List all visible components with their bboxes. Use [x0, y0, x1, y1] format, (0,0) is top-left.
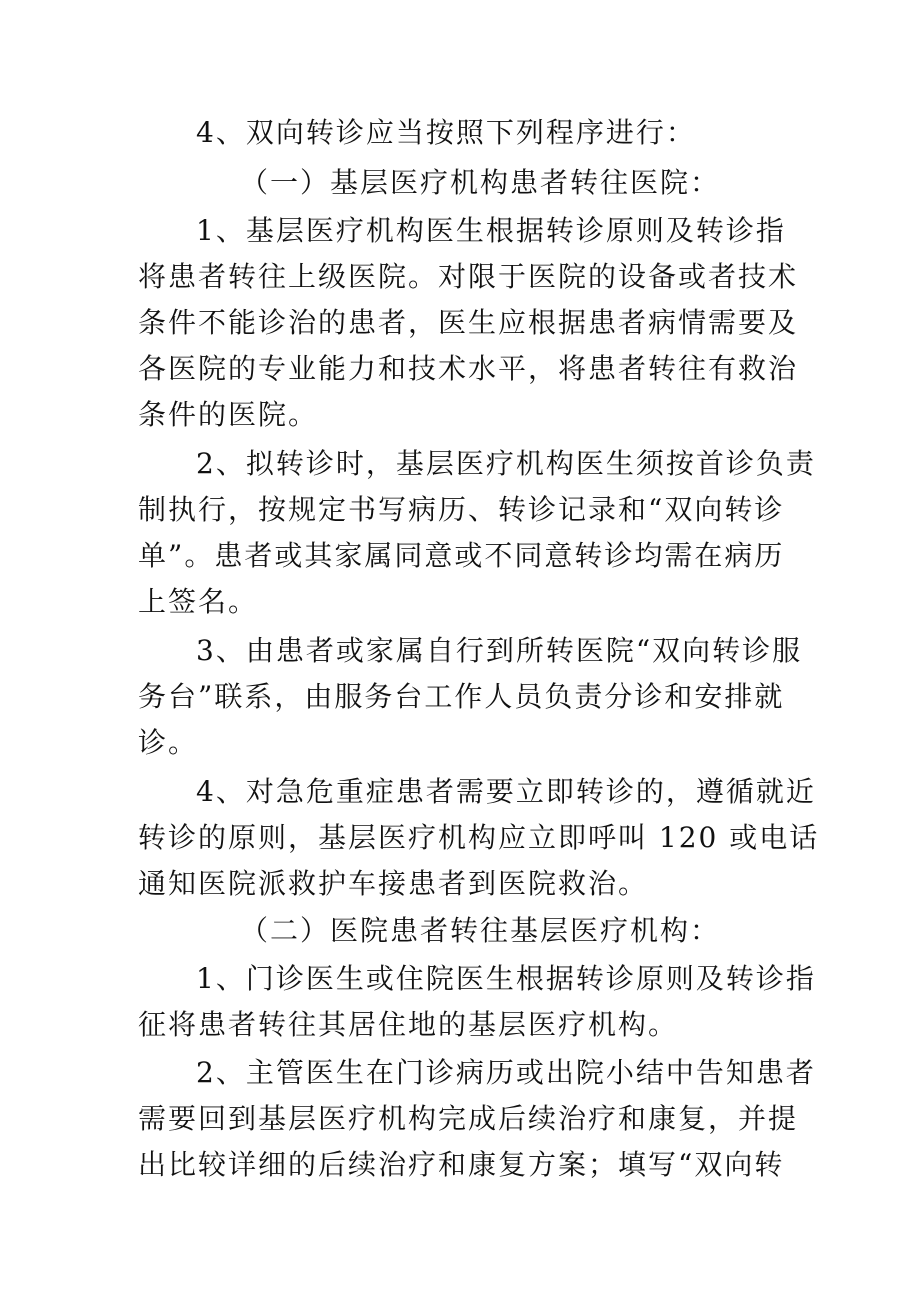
text-line: 诊。 — [138, 726, 199, 759]
text-line: 制执行，按规定书写病历、转诊记录和“双向转诊 — [138, 493, 785, 526]
text-line: 需要回到基层医疗机构完成后续治疗和康复，并提 — [138, 1102, 799, 1135]
text-line: 条件不能诊治的患者，医生应根据患者病情需要及 — [138, 306, 799, 339]
text-line: 出比较详细的后续治疗和康复方案；填写“双向转 — [138, 1148, 785, 1181]
text-line: 条件的医院。 — [138, 398, 319, 431]
text-line: 1、基层医疗机构医生根据转诊原则及转诊指 — [196, 214, 786, 247]
text-line: 2、主管医生在门诊病历或出院小结中告知患者 — [196, 1056, 816, 1089]
text-line: 转诊的原则，基层医疗机构应立即呼叫 120 或电话 — [138, 821, 820, 854]
section-heading-1: （一）基层医疗机构患者转往医院： — [240, 166, 721, 199]
text-line: 上签名。 — [138, 585, 259, 618]
text-line: 2、拟转诊时，基层医疗机构医生须按首诊负责 — [196, 447, 816, 480]
text-line: 征将患者转往其居住地的基层医疗机构。 — [138, 1008, 679, 1041]
text-line: 将患者转往上级医院。对限于医院的设备或者技术 — [138, 260, 799, 293]
text-line: 各医院的专业能力和技术水平，将患者转往有救治 — [138, 352, 799, 385]
paragraph-procedure-heading: 4、双向转诊应当按照下列程序进行： — [196, 116, 696, 149]
section-heading-2: （二）医院患者转往基层医疗机构： — [240, 914, 721, 947]
text-line: 1、门诊医生或住院医生根据转诊原则及转诊指 — [196, 962, 816, 995]
text-line: 4、对急危重症患者需要立即转诊的，遵循就近 — [196, 775, 816, 808]
text-line: 单”。患者或其家属同意或不同意转诊均需在病历 — [138, 539, 785, 572]
text-line: 通知医院派救护车接患者到医院救治。 — [138, 867, 649, 900]
text-line: 3、由患者或家属自行到所转医院“双向转诊服 — [196, 634, 803, 667]
text-line: 务台”联系，由服务台工作人员负责分诊和安排就 — [138, 680, 785, 713]
